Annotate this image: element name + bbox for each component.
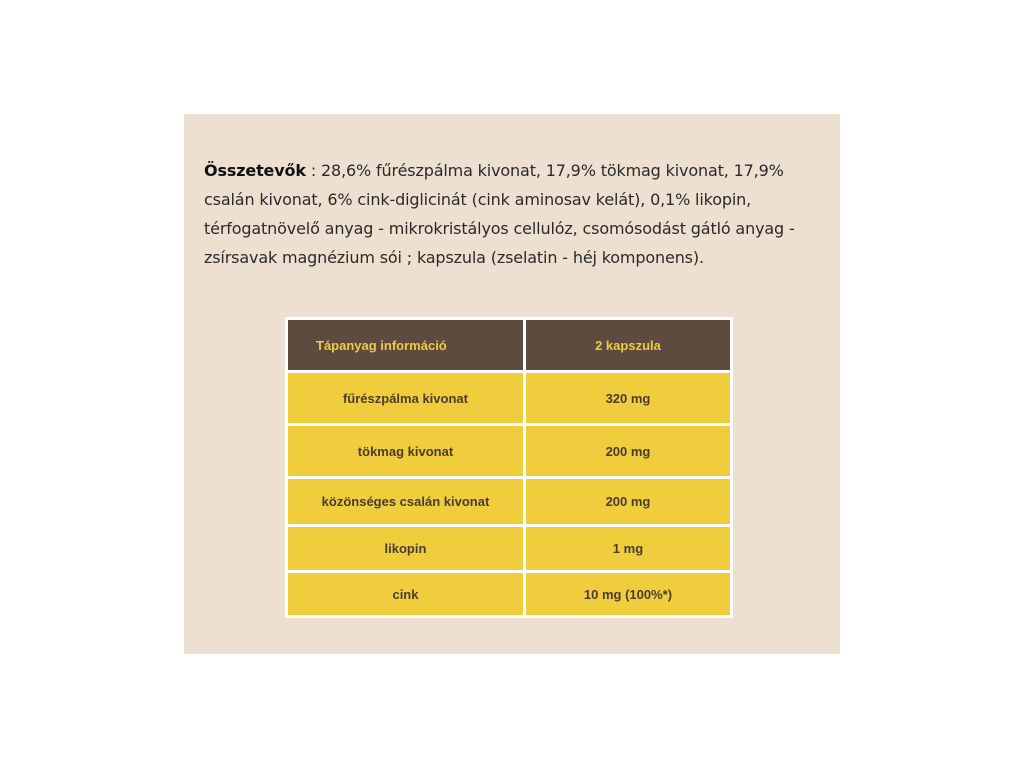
row-amount: 1 mg xyxy=(526,527,730,570)
table-row xyxy=(288,373,730,423)
row-name: közönséges csalán kivonat xyxy=(288,479,523,524)
nutrition-table xyxy=(285,317,733,618)
row-name: tökmag kivonat xyxy=(288,426,523,476)
ingredients-text: : 28,6% fűrészpálma kivonat, 17,9% tökmag kivonat, 17,9% csalán kivonat, 6% cink-diglicinát (cink aminosav kelát), 0,1% likopin, térfogatnövelő anyag - mikrokristályos cellulóz, csomósodást gátló anyag - zsírsavak magnézium sói ; kapszula (zselatin - héj komponens). xyxy=(204,161,795,267)
ingredients-paragraph xyxy=(204,156,829,272)
table-row xyxy=(288,426,730,476)
table-row xyxy=(288,573,730,615)
table-row xyxy=(288,527,730,570)
header-nutrient-info: Tápanyag információ xyxy=(288,320,523,370)
row-name: likopin xyxy=(288,527,523,570)
table-header-row xyxy=(288,320,730,370)
row-amount: 200 mg xyxy=(526,426,730,476)
table-row xyxy=(288,479,730,524)
product-info-panel xyxy=(184,114,840,654)
row-name: cink xyxy=(288,573,523,615)
row-amount: 320 mg xyxy=(526,373,730,423)
header-serving: 2 kapszula xyxy=(526,320,730,370)
row-amount: 200 mg xyxy=(526,479,730,524)
row-amount: 10 mg (100%*) xyxy=(526,573,730,615)
row-name: fűrészpálma kivonat xyxy=(288,373,523,423)
ingredients-label: Összetevők xyxy=(204,161,306,180)
